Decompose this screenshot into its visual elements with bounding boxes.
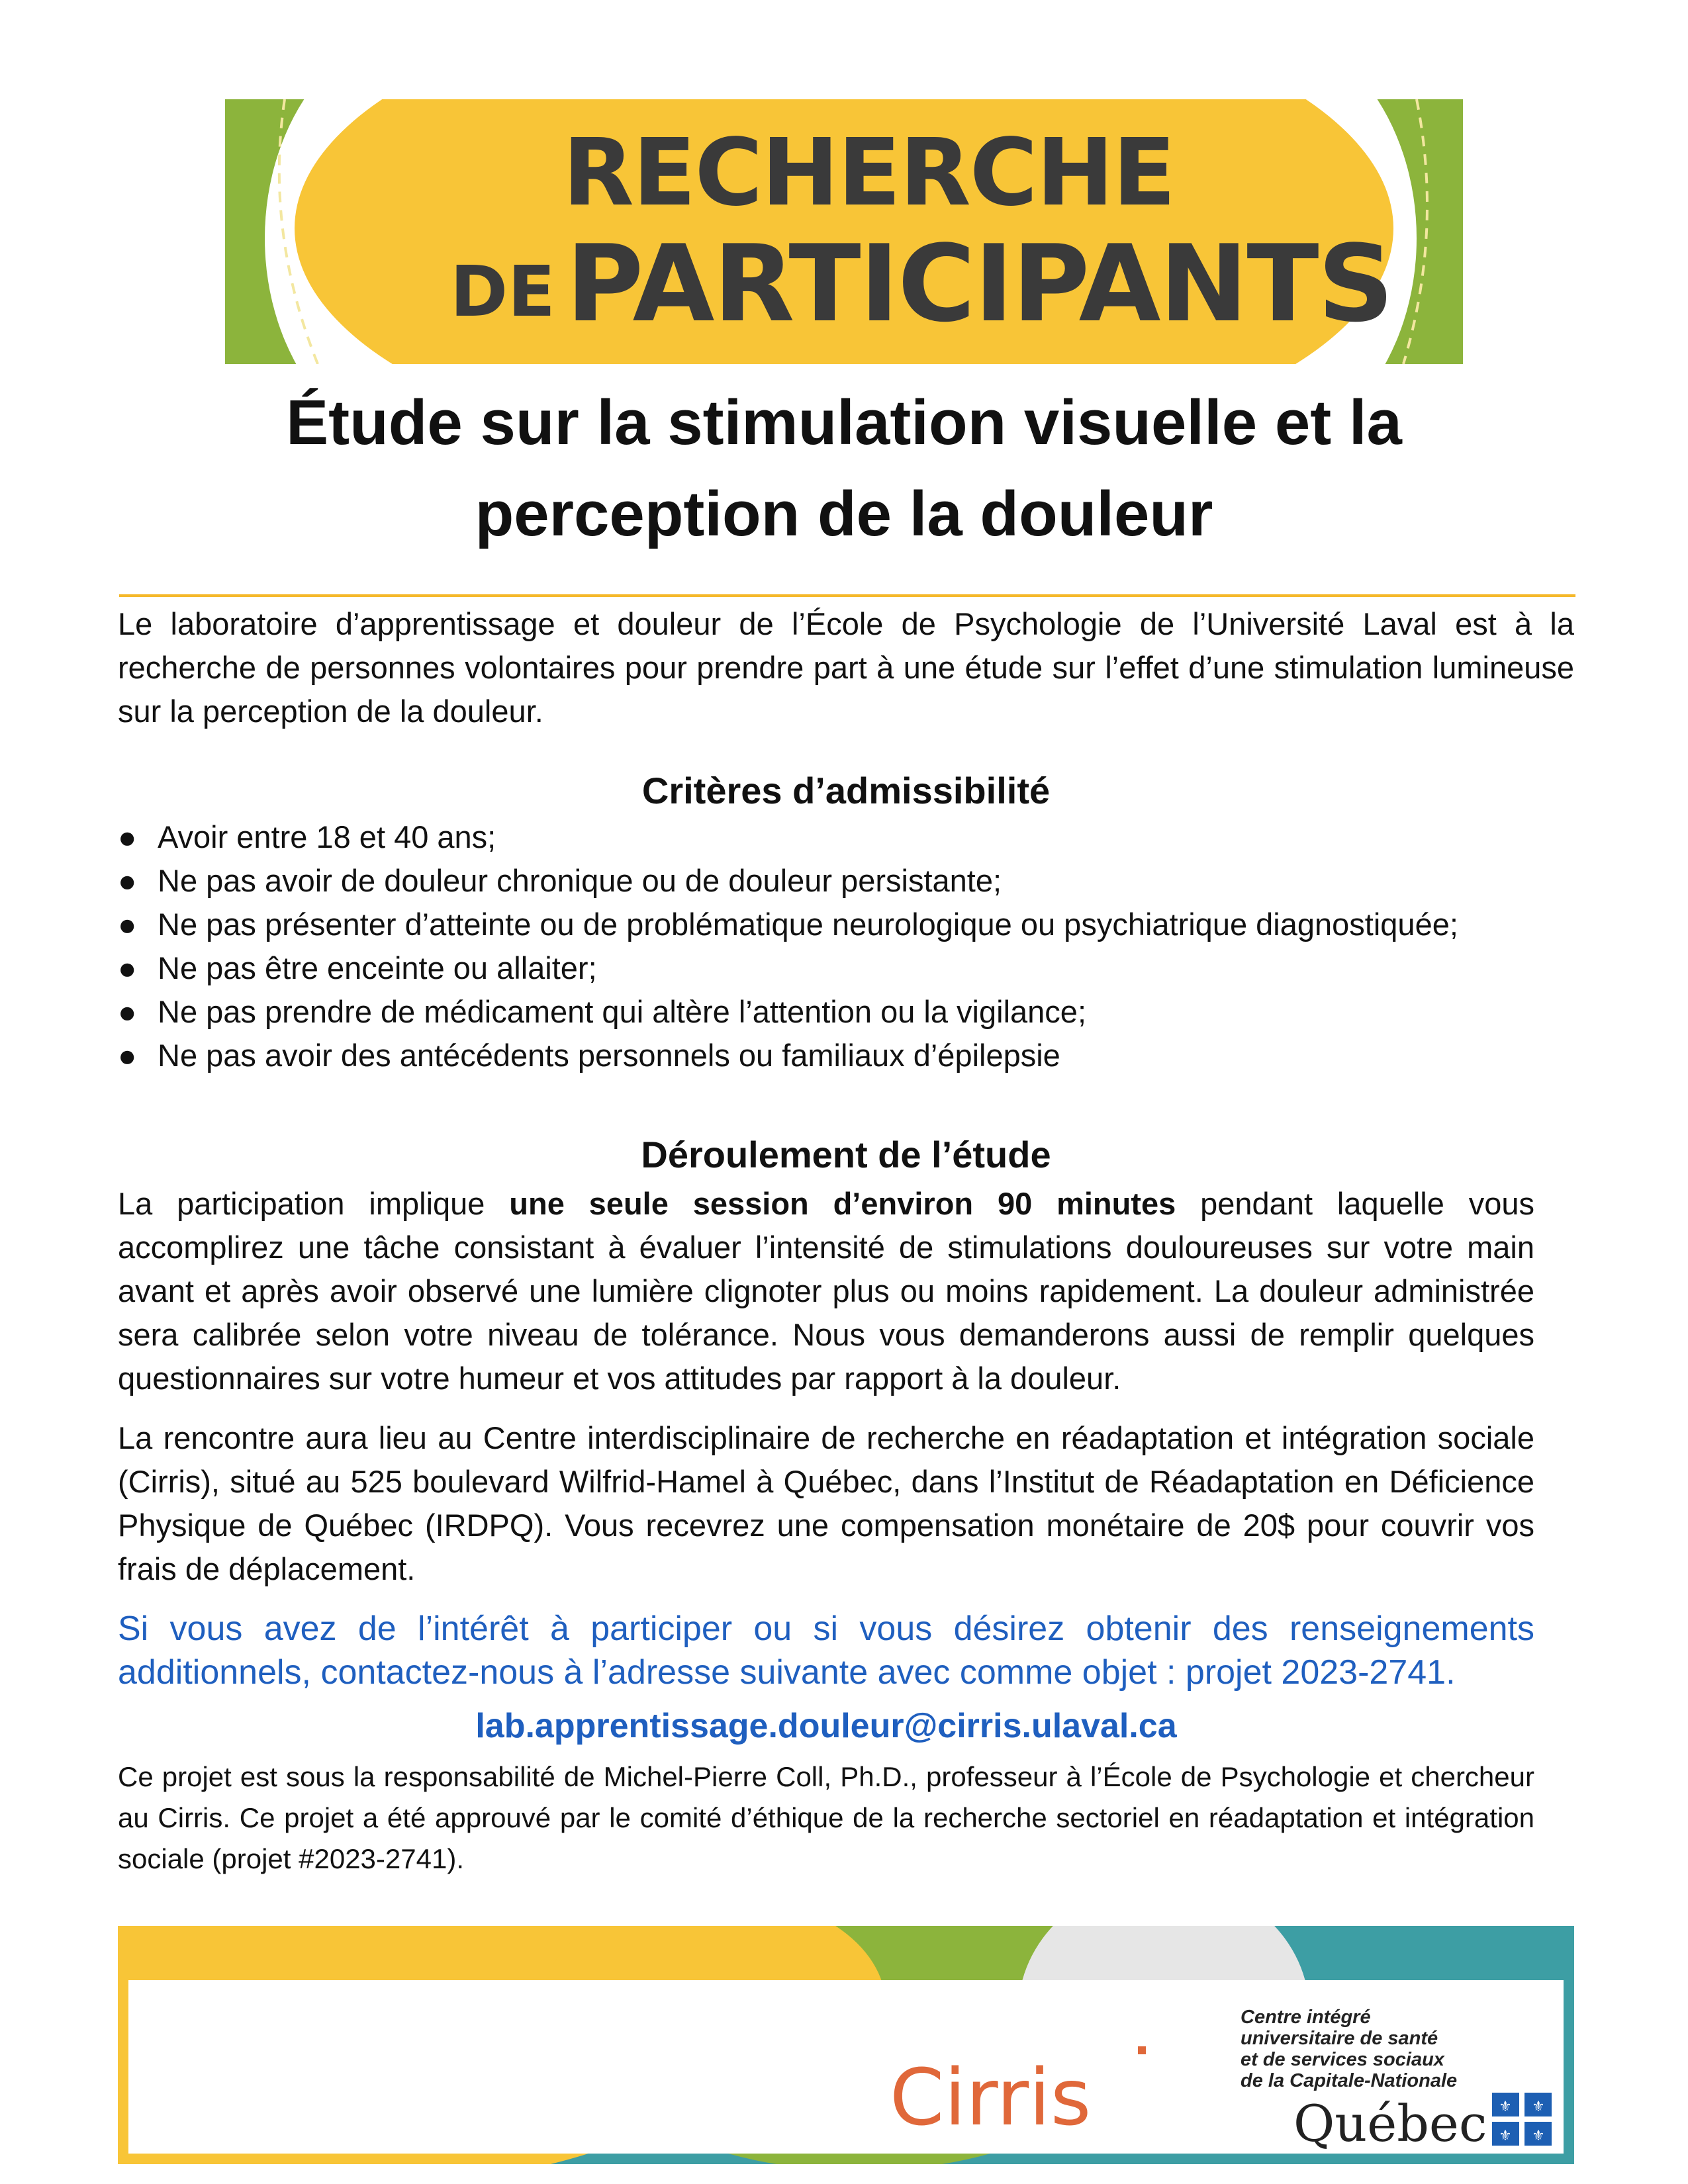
- ciusss-logo-text: [1241, 2007, 1457, 2091]
- bullet-icon: ●: [118, 994, 137, 1029]
- cirris-logo: Cirris: [890, 2052, 1092, 2143]
- criteria-item-text: Avoir entre 18 et 40 ans;: [158, 819, 496, 854]
- list-item: [118, 946, 1640, 990]
- procedure-text-end: pendant laquelle vous accomplirez une tâche consistant à évaluer l’intensité de stimulations douloureuses sur votre main avant et après avoir observé une lumière clignoter plus ou moins rapidement. La douleur administrée sera calibrée selon votre niveau de tolérance. Nous vous demanderons aussi de remplir quelques questionnaires sur votre humeur et vos attitudes par rapport à la douleur.: [118, 1186, 1535, 1396]
- list-item: [118, 903, 1640, 946]
- quebec-flag-icon: [1492, 2093, 1552, 2146]
- header-banner: [225, 99, 1463, 364]
- criteria-item-text: Ne pas être enceinte ou allaiter;: [158, 950, 597, 985]
- procedure-text-bold: une seule session d’environ 90 minutes: [509, 1186, 1176, 1221]
- cirris-logo-dot: [1138, 2046, 1146, 2054]
- criteria-item-text: Ne pas avoir de douleur chronique ou de douleur persistante;: [158, 863, 1002, 898]
- title-line2: perception de la douleur: [475, 478, 1213, 549]
- criteria-item-text: Ne pas prendre de médicament qui altère l’attention ou la vigilance;: [158, 994, 1087, 1029]
- banner-line1: RECHERCHE: [563, 119, 1175, 227]
- title-divider: [119, 594, 1575, 597]
- criteria-heading: Critères d’admissibilité: [641, 770, 1051, 811]
- ciusss-line: universitaire de santé: [1241, 2028, 1438, 2049]
- page-title: [159, 377, 1529, 560]
- list-item: [118, 859, 1640, 903]
- criteria-list: [118, 815, 1640, 1077]
- footer-banner: [118, 1926, 1574, 2164]
- banner-line2-main: PARTICIPANTS: [566, 222, 1393, 345]
- svg-text:⚜: ⚜: [1499, 2099, 1512, 2115]
- ciusss-line: de la Capitale-Nationale: [1241, 2070, 1458, 2091]
- procedure-paragraph-2: La rencontre aura lieu au Centre interdisciplinaire de recherche en réadaptation et intégration sociale (Cirris), situé au 525 boulevard Wilfrid-Hamel à Québec, dans l’Institut de Réadaptation en Déficience Physique de Québec (IRDPQ). Vous recevrez une compensation monétaire de 20$ pour couvrir vos frais de déplacement.: [118, 1420, 1534, 1586]
- title-line1: Étude sur la stimulation visuelle et la: [286, 387, 1402, 458]
- bullet-icon: ●: [118, 1038, 137, 1073]
- banner-headline: [225, 99, 1463, 364]
- intro-paragraph: Le laboratoire d’apprentissage et douleur de l’École de Psychologie de l’Université Laval est à la recherche de personnes volontaires pour prendre part à une étude sur l’effet d’une stimulation lumineuse sur la perception de la douleur.: [118, 606, 1574, 729]
- list-item: [118, 990, 1640, 1034]
- bullet-icon: ●: [118, 907, 137, 942]
- procedure-text-start: La participation implique: [118, 1186, 510, 1221]
- bullet-icon: ●: [118, 950, 137, 985]
- footer-logo-panel: [128, 1980, 1564, 2154]
- contact-email-link[interactable]: lab.apprentissage.douleur@cirris.ulaval.ca: [475, 1707, 1177, 1745]
- svg-text:⚜: ⚜: [1532, 2099, 1545, 2115]
- list-item: [118, 1034, 1640, 1077]
- procedure-paragraph-1: [118, 1182, 1534, 1400]
- ciusss-line: et de services sociaux: [1241, 2049, 1444, 2070]
- banner-line2-prefix: DE: [450, 251, 555, 332]
- contact-paragraph: Si vous avez de l’intérêt à participer ou si vous désirez obtenir des renseignements additionnels, contactez-nous à l’adresse suivante avec comme objet : projet 2023-2741.: [118, 1610, 1534, 1692]
- svg-text:⚜: ⚜: [1499, 2128, 1512, 2144]
- responsibility-paragraph: Ce projet est sous la responsabilité de Michel-Pierre Coll, Ph.D., professeur à l’École de Psychologie et chercheur au Cirris. Ce projet a été approuvé par le comité d’éthique de la recherche sectoriel en réadaptation et intégration sociale (projet #2023-2741).: [118, 1761, 1534, 1874]
- bullet-icon: ●: [118, 819, 137, 854]
- list-item: [118, 815, 1640, 859]
- quebec-logo: Québec: [1293, 2094, 1487, 2153]
- criteria-item-text: Ne pas avoir des antécédents personnels ou familiaux d’épilepsie: [158, 1038, 1060, 1073]
- svg-text:⚜: ⚜: [1532, 2128, 1545, 2144]
- procedure-heading: Déroulement de l’étude: [641, 1134, 1051, 1175]
- criteria-item-text: Ne pas présenter d’atteinte ou de problématique neurologique ou psychiatrique diagnostiquée;: [158, 907, 1458, 942]
- ciusss-line: Centre intégré: [1241, 2007, 1371, 2028]
- bullet-icon: ●: [118, 863, 137, 898]
